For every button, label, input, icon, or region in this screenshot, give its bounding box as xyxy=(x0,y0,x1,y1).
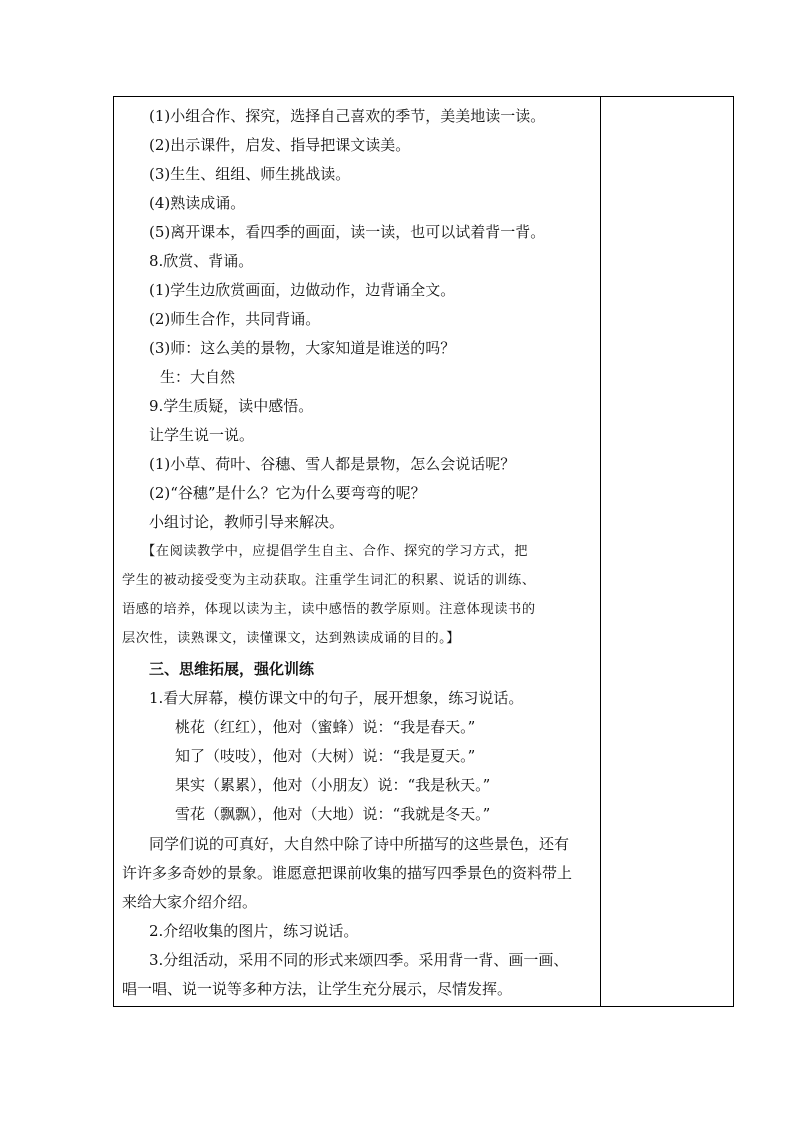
step-1: 1.看大屏幕，模仿课文中的句子，展开想象，练习说话。 xyxy=(149,689,524,707)
teaching-note-line: 【在阅读教学中，应提倡学生自主、合作、探究的学习方式，把 xyxy=(142,544,529,559)
text-line: 生：大自然 xyxy=(160,368,236,386)
text-line: (3)生生、组组、师生挑战读。 xyxy=(149,165,351,183)
text-line: (1)学生边欣赏画面，边做动作，边背诵全文。 xyxy=(149,281,456,299)
text-line: (4)熟读成诵。 xyxy=(149,194,246,212)
text-line: (2)出示课件，启发、指导把课文读美。 xyxy=(149,136,411,154)
text-line: (2)师生合作，共同背诵。 xyxy=(149,310,321,328)
text-line: 让学生说一说。 xyxy=(149,426,255,444)
example-sentence: 雪花（飘飘），他对（大地）说：“我就是冬天。” xyxy=(175,805,491,823)
text-line: (3)师：这么美的景物，大家知道是谁送的吗？ xyxy=(149,339,456,357)
text-line: 9.学生质疑，读中感悟。 xyxy=(149,397,314,415)
step-2: 2.介绍收集的图片，练习说话。 xyxy=(149,922,359,940)
example-sentence: 果实（累累），他对（小朋友）说：“我是秋天。” xyxy=(175,776,491,794)
paragraph-line: 许许多多奇妙的景象。谁愿意把课前收集的描写四季景色的资料带上 xyxy=(122,864,573,882)
step-3: 唱一唱、说一说等多种方法，让学生充分展示，尽情发挥。 xyxy=(122,980,513,998)
example-sentence: 知了（吱吱），他对（大树）说：“我是夏天。” xyxy=(175,747,476,765)
text-line: 小组讨论，教师引导来解决。 xyxy=(149,513,345,531)
lesson-content-cell xyxy=(114,97,600,1006)
step-3: 3.分组活动，采用不同的形式来颂四季。采用背一背、画一画、 xyxy=(149,951,569,969)
text-line: (5)离开课本，看四季的画面，读一读，也可以试着背一背。 xyxy=(149,223,546,241)
paragraph-line: 同学们说的可真好，大自然中除了诗中所描写的这些景色，还有 xyxy=(149,835,570,853)
lesson-plan-table xyxy=(113,96,734,1007)
notes-cell xyxy=(601,97,733,1006)
text-line: (1)小组合作、探究，选择自己喜欢的季节，美美地读一读。 xyxy=(149,107,546,125)
text-line: (1)小草、荷叶、谷穗、雪人都是景物，怎么会说话呢？ xyxy=(149,455,516,473)
teaching-note-line: 层次性，读熟课文，读懂课文，达到熟读成诵的目的。】 xyxy=(122,631,461,646)
teaching-note-line: 语感的培养，体现以读为主，读中感悟的教学原则。注意体现读书的 xyxy=(122,602,536,617)
text-line: (2)“谷穗”是什么？它为什么要弯弯的呢？ xyxy=(149,484,426,502)
example-sentence: 桃花（红红），他对（蜜蜂）说：“我是春天。” xyxy=(175,718,476,736)
teaching-note-line: 学生的被动接受变为主动获取。注重学生词汇的积累、说话的训练、 xyxy=(122,573,536,588)
text-line: 8.欣赏、背诵。 xyxy=(149,252,254,270)
paragraph-line: 来给大家介绍介绍。 xyxy=(122,893,258,911)
section-heading: 三、思维拓展，强化训练 xyxy=(149,660,315,678)
